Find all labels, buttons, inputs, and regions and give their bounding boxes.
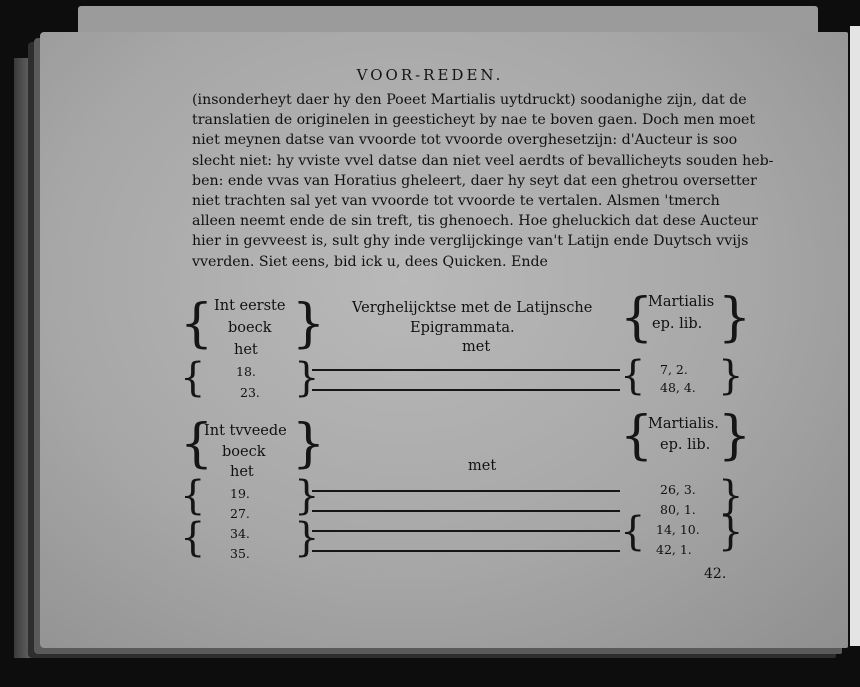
page-number: 42.	[704, 566, 727, 582]
book2-row3-rule	[312, 530, 620, 532]
book1-row1-right: 7, 2.	[660, 362, 688, 377]
body-line: translatien de originelen in geesticheyt by nae te boven gaen. Doch men moet	[192, 112, 756, 129]
right-brace-book2-rows-a: }	[294, 473, 320, 519]
left-brace-book2-label: {	[180, 414, 214, 474]
book2-right-label-line2: ep. lib.	[660, 437, 711, 453]
left-brace-ep-rows2b: {	[620, 509, 646, 555]
left-brace-book2-rows-a: {	[180, 473, 206, 519]
left-brace-book1-rows: {	[180, 355, 206, 401]
book1-connector-met: met	[462, 339, 491, 355]
book2-label-line1: Int tvveede	[204, 423, 287, 439]
book1-row1-rule	[312, 369, 620, 371]
book1-row2-right: 48, 4.	[660, 380, 696, 395]
book2-row4-rule	[312, 550, 620, 552]
right-brace-book2-rows-b: }	[294, 515, 320, 561]
book2-label-line3: het	[230, 464, 254, 480]
left-brace-book1-label: {	[180, 294, 214, 354]
right-brace-martialis2: }	[718, 406, 752, 466]
book2-right-label-line1: Martialis.	[648, 416, 719, 432]
center-heading-line2: Epigrammata.	[410, 320, 515, 336]
left-brace-book2-rows-b: {	[180, 515, 206, 561]
book2-row4-right: 42, 1.	[656, 542, 692, 557]
book1-row2-rule	[312, 389, 620, 391]
book1-row2-left: 23.	[240, 385, 260, 400]
left-brace-ep-rows1: {	[620, 353, 646, 399]
book2-row3-right: 14, 10.	[656, 522, 700, 537]
body-line: hier in gevveest is, sult ghy inde verglijckinge van't Latijn ende Duytsch vvijs	[192, 233, 749, 250]
book1-label-line3: het	[234, 342, 258, 358]
running-head: VOOR-REDEN.	[356, 66, 504, 84]
book2-row4-left: 35.	[230, 546, 250, 561]
body-line: niet trachten sal yet van vvoorde tot vvoorde te vertalen. Alsmen 'tmerch	[192, 193, 720, 210]
book2-row2-rule	[312, 510, 620, 512]
book2-row2-right: 80, 1.	[660, 502, 696, 517]
left-brace-martialis2: {	[620, 406, 654, 466]
right-brace-ep-rows2b: }	[718, 509, 744, 555]
book1-right-label-line2: ep. lib.	[652, 316, 703, 332]
book1-row1-left: 18.	[236, 364, 256, 379]
book1-label-line2: boeck	[228, 320, 272, 336]
book2-row3-left: 34.	[230, 526, 250, 541]
body-paragraph	[192, 90, 774, 272]
body-line: niet meynen datse van vvoorde tot vvoorde overghesetzijn: d'Aucteur is soo	[192, 132, 738, 149]
right-brace-book2-label: }	[292, 414, 326, 474]
body-line: alleen neemt ende de sin treft, tis ghenoech. Hoe gheluckich dat dese Aucteur	[192, 213, 758, 230]
book1-right-label-line1: Martialis	[648, 294, 715, 310]
book2-label-line2: boeck	[222, 444, 266, 460]
book1-label-line1: Int eerste	[214, 298, 286, 314]
book2-row1-left: 19.	[230, 486, 250, 501]
right-brace-ep-rows2a: }	[718, 473, 744, 519]
center-heading-line1: Verghelijcktse met de Latijnsche	[352, 300, 593, 316]
book-spine-edge	[14, 58, 40, 658]
facing-page-edge	[850, 26, 860, 646]
book2-row2-left: 27.	[230, 506, 250, 521]
body-line: ben: ende vvas van Horatius gheleert, daer hy seyt dat een ghetrou oversetter	[192, 172, 757, 189]
body-line: slecht niet: hy vviste vvel datse dan niet veel aerdts of bevallicheyts souden heb-	[192, 152, 774, 169]
right-brace-book1-rows: }	[294, 355, 320, 401]
body-line: (insonderheyt daer hy den Poeet Martialis uytdruckt) soodanighe zijn, dat de	[192, 92, 747, 108]
book2-row1-right: 26, 3.	[660, 482, 696, 497]
body-line: vverden. Siet eens, bid ick u, dees Quicken. Ende	[192, 253, 548, 270]
right-brace-ep-rows1: }	[718, 353, 744, 399]
book2-row1-rule	[312, 490, 620, 492]
right-brace-book1-label: }	[292, 294, 326, 354]
right-brace-martialis1: }	[718, 288, 752, 348]
book2-connector-met: met	[468, 458, 497, 474]
left-brace-martialis1: {	[620, 288, 654, 348]
